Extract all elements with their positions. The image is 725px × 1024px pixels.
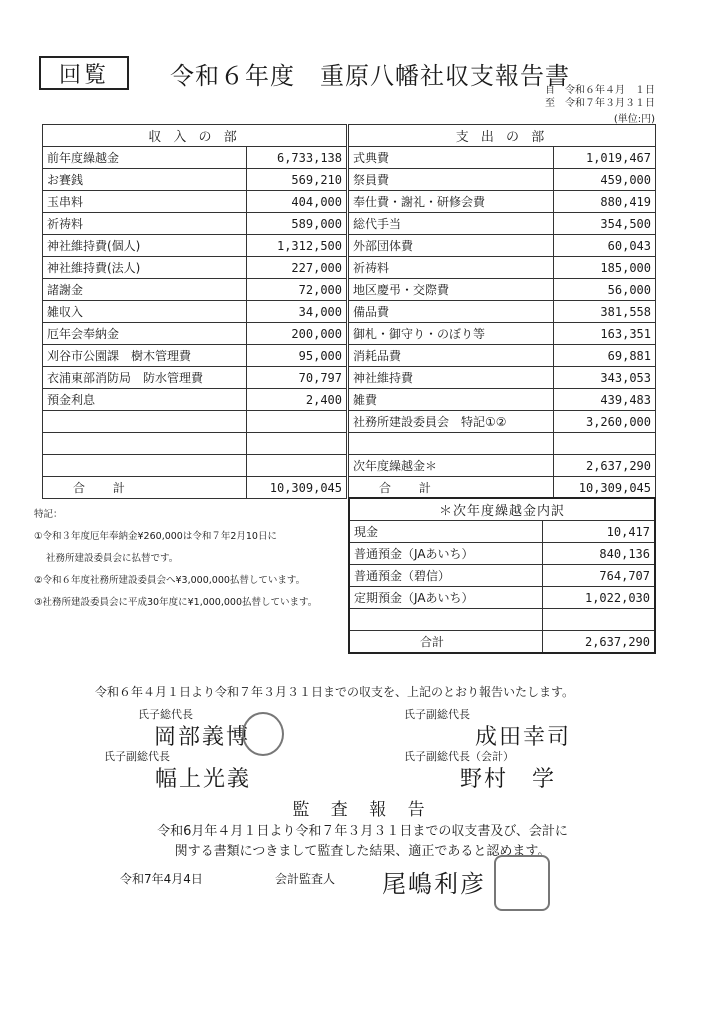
notes-heading: 特記： [34,509,63,520]
circulation-badge: 回覧 [39,56,129,90]
row-label: 普通預金（碧信） [349,565,543,587]
income-table [42,124,347,499]
row-label [349,433,554,455]
row-value: 354,500 [553,213,655,235]
carryover-total-value: 2,637,290 [543,631,655,654]
signer-role: 氏子副総代長 [104,750,170,763]
row-label: 式典費 [349,147,554,169]
row-label: 普通預金（JAあいち） [349,543,543,565]
table-row [349,323,656,345]
row-value [553,433,655,455]
table-row [349,279,656,301]
row-value: 1,022,030 [543,587,655,609]
table-row [43,147,347,169]
row-value: 56,000 [553,279,655,301]
row-label: 衣浦東部消防局 防水管理費 [43,367,247,389]
row-label: お賽銭 [43,169,247,191]
signer-name: 成田幸司 [475,725,572,750]
row-label: 玉串料 [43,191,247,213]
row-value: 404,000 [246,191,346,213]
table-row [43,257,347,279]
signer-name: 幅上光義 [155,767,252,792]
row-value [246,433,346,455]
row-value: 2,637,290 [553,455,655,477]
table-row [349,257,656,279]
report-period [545,84,655,110]
row-value: 163,351 [553,323,655,345]
table-row [43,235,347,257]
page-title: 令和６年度 重原八幡社収支報告書 [170,62,570,90]
row-label: 厄年会奉納金 [43,323,247,345]
table-row [43,455,347,477]
row-value: 60,043 [553,235,655,257]
row-label: 祭員費 [349,169,554,191]
row-label: 刈谷市公園課 樹木管理費 [43,345,247,367]
income-total-label: 合 計 [43,477,247,499]
table-row [349,389,656,411]
row-value: 343,053 [553,367,655,389]
expense-heading: 支 出 の 部 [349,125,656,147]
table-row [43,367,347,389]
signer-name: 野村 学 [460,767,557,792]
row-value [246,411,346,433]
row-value: 70,797 [246,367,346,389]
expense-total-value: 10,309,045 [553,477,655,499]
row-value: 69,881 [553,345,655,367]
table-row [349,301,656,323]
table-row [43,411,347,433]
report-statement: 令和６年４月１日より令和７年３月３１日までの収支を、上記のとおり報告いたします。 [95,685,575,699]
auditor-role: 会計監査人 [275,872,336,886]
table-row [43,345,347,367]
row-value: 34,000 [246,301,346,323]
row-label: 総代手当 [349,213,554,235]
row-value: 569,210 [246,169,346,191]
note-line: ①令和３年度厄年奉納金¥260,000は令和７年2月10日に [34,531,277,542]
row-value: 2,400 [246,389,346,411]
table-row [349,433,656,455]
audit-body [0,822,725,862]
row-label: 社務所建設委員会 特記①② [349,411,554,433]
table-row [349,411,656,433]
row-label: 現金 [349,521,543,543]
table-row [43,213,347,235]
table-row [43,169,347,191]
row-label: 雑収入 [43,301,247,323]
row-value: 459,000 [553,169,655,191]
row-value: 589,000 [246,213,346,235]
row-label: 定期預金（JAあいち） [349,587,543,609]
table-row [43,433,347,455]
table-row [349,147,656,169]
row-label: 雑費 [349,389,554,411]
audit-heading: 監 査 報 告 [292,800,433,820]
table-row [43,279,347,301]
note-line: 社務所建設委員会に払替です。 [46,553,179,564]
row-value: 1,312,500 [246,235,346,257]
income-total-value: 10,309,045 [246,477,346,499]
row-value: 10,417 [543,521,655,543]
table-row [43,301,347,323]
row-value: 439,483 [553,389,655,411]
row-value: 227,000 [246,257,346,279]
table-row [43,389,347,411]
row-label: 神社維持費(個人) [43,235,247,257]
row-label: 消耗品費 [349,345,554,367]
row-label: 御札・御守り・のぼり等 [349,323,554,345]
audit-line: 関する書類につきまして監査した結果、適正であると認めます。 [174,844,551,859]
signer-role: 氏子総代長 [138,708,193,721]
table-row [349,565,655,587]
row-label [349,609,543,631]
row-value [543,609,655,631]
auditor-seal-stamp [494,855,550,911]
period-from: 自 令和６年４月 １日 [545,85,655,96]
expense-total-label: 合 計 [349,477,554,499]
notes-section [34,504,344,614]
signer-role: 氏子副総代長（会計） [404,750,514,763]
row-value: 764,707 [543,565,655,587]
row-value: 200,000 [246,323,346,345]
row-label: 奉仕費・謝礼・研修会費 [349,191,554,213]
row-value: 381,558 [553,301,655,323]
row-label: 祈祷料 [43,213,247,235]
auditor-name: 尾嶋利彦 [382,870,486,898]
unit-label: (単位:円) [613,114,655,125]
seal-stamp [242,712,284,756]
row-label: 備品費 [349,301,554,323]
audit-line: 令和6月年４月１日より令和７年３月３１日までの収支書及び、会計に [157,824,568,839]
signer-role: 氏子副総代長 [404,708,470,721]
row-value: 72,000 [246,279,346,301]
table-row [349,587,655,609]
row-label: 預金利息 [43,389,247,411]
row-label: 神社維持費(法人) [43,257,247,279]
row-value: 1,019,467 [553,147,655,169]
row-label [43,455,247,477]
audit-date: 令和7年4月4日 [120,872,203,886]
table-row [349,191,656,213]
row-value: 880,419 [553,191,655,213]
row-label [43,433,247,455]
row-label: 外部団体費 [349,235,554,257]
row-value: 840,136 [543,543,655,565]
income-heading: 収 入 の 部 [43,125,347,147]
row-label: 次年度繰越金＊ [349,455,554,477]
row-label: 地区慶弔・交際費 [349,279,554,301]
row-value: 6,733,138 [246,147,346,169]
table-row [43,323,347,345]
note-line: ③社務所建設委員会に平成30年度に¥1,000,000払替しています。 [34,597,318,608]
row-value: 3,260,000 [553,411,655,433]
table-row [349,609,655,631]
table-row [349,213,656,235]
carryover-total-label: 合計 [349,631,543,654]
row-label [43,411,247,433]
row-value: 95,000 [246,345,346,367]
note-line: ②令和６年度社務所建設委員会へ¥3,000,000払替しています。 [34,575,306,586]
table-row [349,235,656,257]
row-label: 神社維持費 [349,367,554,389]
carryover-heading: ＊次年度繰越金内訳 [349,498,655,521]
table-row [349,345,656,367]
signer-name: 岡部義博 [154,725,251,750]
row-label: 前年度繰越金 [43,147,247,169]
row-value: 185,000 [553,257,655,279]
table-row [349,521,655,543]
table-row [349,543,655,565]
row-label: 諸謝金 [43,279,247,301]
table-row [349,169,656,191]
expense-table [348,124,656,499]
period-to: 至 令和７年３月３１日 [545,98,655,109]
carryover-table [348,497,656,654]
table-row [43,191,347,213]
row-label: 祈祷料 [349,257,554,279]
row-value [246,455,346,477]
table-row [349,367,656,389]
table-row [349,455,656,477]
